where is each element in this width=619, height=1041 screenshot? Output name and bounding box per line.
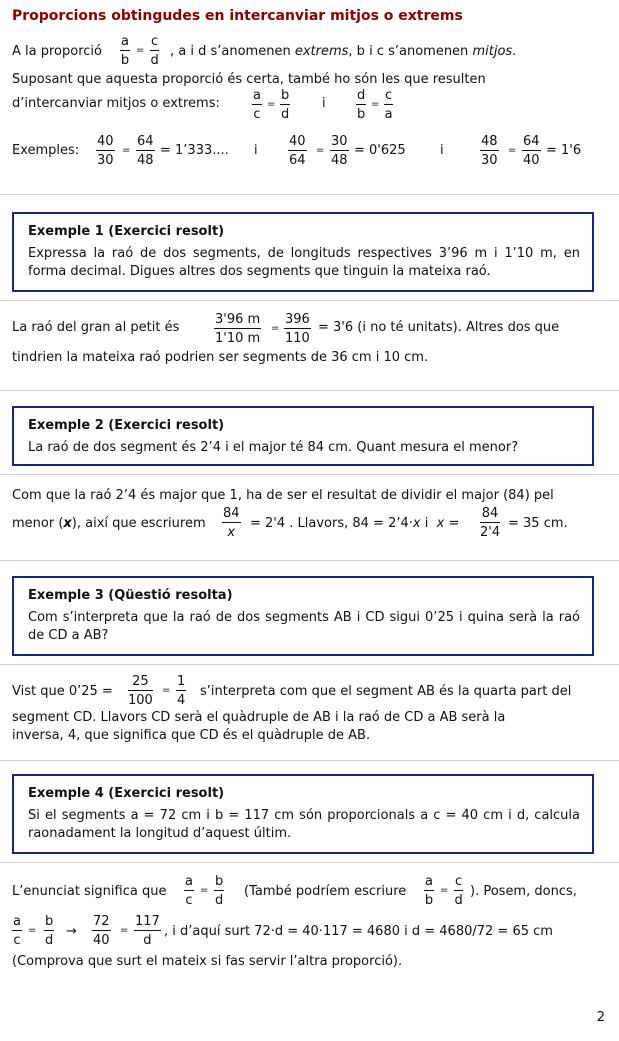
fraction-b-d-3: $\frac{b}{d}$ <box>45 914 54 948</box>
result-1: = 1’333.... <box>160 143 229 158</box>
ex3-solution-4: inversa, 4, que significa que CD és el quàdruple de AB. <box>12 728 371 743</box>
intro-text-1: A la proporció <box>12 44 102 59</box>
fraction-396m-110m: $\frac{3'96 m}{1'10 m}$ <box>215 312 261 346</box>
intro-text-2: , a i d s’anomenen extrems, b i c s’anomenen mitjos. <box>170 44 517 59</box>
fraction-64-48: $\frac{64}{48}$ <box>137 134 154 168</box>
ex4-solution-5: (Comprova que surt el mateix si fas servir l’altra proporció). <box>12 954 403 969</box>
ex2-solution-3: = 2'4 . Llavors, 84 = 2’4·x i x = <box>250 516 460 531</box>
intro-text-3: Suposant que aquesta proporció és certa, també ho són les que resulten <box>12 72 486 87</box>
example-3-header: Exemple 3 (Qüestió resolta) <box>28 588 233 603</box>
conj-i: i <box>322 96 326 111</box>
example-4-box <box>12 774 594 854</box>
example-4-header: Exemple 4 (Exercici resolt) <box>28 786 225 801</box>
fraction-a-b-2: $\frac{a}{b}$ <box>424 874 434 908</box>
example-1-header: Exemple 1 (Exercici resolt) <box>28 224 225 239</box>
ex4-solution-4: , i d’aquí surt 72·d = 40·117 = 4680 i d = 4680/72 = 65 cm <box>164 924 553 939</box>
example-3-statement: Com s’interpreta que la raó de dos segments AB i CD sigui 0’25 i quina serà la raó de CD a AB? <box>28 610 580 643</box>
fraction-c-d: $\frac{c}{d}$ <box>150 34 159 68</box>
fraction-d-b: $\frac{d}{b}$ <box>357 88 366 122</box>
intro-text-4: d’intercanviar mitjos o extrems: <box>12 96 220 111</box>
page-number: 2 <box>596 1010 605 1025</box>
equals-sign: = <box>136 45 145 56</box>
fraction-a-c-2: $\frac{a}{c}$ <box>185 874 193 908</box>
example-1-box <box>12 212 594 292</box>
ex2-result: = 35 cm. <box>508 516 568 531</box>
fraction-a-c: $\frac{a}{c}$ <box>253 88 261 122</box>
fraction-25-100: $\frac{25}{100}$ <box>128 674 153 708</box>
fraction-1-4: $\frac{1}{4}$ <box>177 674 186 708</box>
ex3-solution-2: s’interpreta com que el segment AB és la quarta part del <box>200 684 572 699</box>
fraction-40-64: $\frac{40}{64}$ <box>289 134 306 168</box>
ex4-solution-2: (També podríem escriure <box>244 884 407 899</box>
example-1-statement: Expressa la raó de dos segments, de longituds respectives 3’96 m i 1’10 m, en forma decimal. Digues altres dos segments que tinguin la mateixa raó. <box>28 246 580 279</box>
ex2-solution-1: Com que la raó 2’4 és major que 1, ha de ser el resultat de dividir el major (84) pel <box>12 488 554 503</box>
fraction-a-b: $\frac{a}{b}$ <box>120 34 130 68</box>
ex4-solution-3: ). Posem, doncs, <box>470 884 577 899</box>
ex1-solution-2: = 3'6 (i no té unitats). Altres dos que <box>318 320 560 335</box>
ex2-solution-2: menor (x), així que escriurem <box>12 516 206 531</box>
ex1-solution-1: La raó del gran al petit és <box>12 320 180 335</box>
arrow-icon: → <box>66 924 77 939</box>
fraction-72-40: $\frac{72}{40}$ <box>93 914 110 948</box>
example-2-box <box>12 406 594 466</box>
result-2: = 0'625 <box>354 143 406 158</box>
example-3-box <box>12 576 594 656</box>
fraction-84-x: $\frac{84}{x}$ <box>223 506 240 540</box>
page-title: Proporcions obtingudes en intercanviar mitjos o extrems <box>12 8 463 24</box>
fraction-b-d: $\frac{b}{d}$ <box>281 88 290 122</box>
fraction-396-110: $\frac{396}{110}$ <box>285 312 310 346</box>
example-2-header: Exemple 2 (Exercici resolt) <box>28 418 225 433</box>
fraction-40-30: $\frac{40}{30}$ <box>97 134 114 168</box>
ex3-solution-3: segment CD. Llavors CD serà el quàdruple de AB i la raó de CD a AB serà la <box>12 710 506 725</box>
example-2-statement: La raó de dos segment és 2’4 i el major té 84 cm. Quant mesura el menor? <box>28 440 519 455</box>
examples-label: Exemples: <box>12 143 80 158</box>
ex3-solution-1: Vist que 0’25 = <box>12 684 113 699</box>
fraction-117-d: $\frac{117}{d}$ <box>135 914 160 948</box>
fraction-84-24: $\frac{84}{2'4}$ <box>480 506 501 540</box>
ex1-solution-3: tindrien la mateixa raó podrien ser segments de 36 cm i 10 cm. <box>12 350 429 365</box>
fraction-c-d-2: $\frac{c}{d}$ <box>454 874 463 908</box>
fraction-48-30: $\frac{48}{30}$ <box>481 134 498 168</box>
example-4-statement: Si el segments a = 72 cm i b = 117 cm són proporcionals a c = 40 cm i d, calcula raonadament la longitud d’aquest últim. <box>28 808 580 841</box>
divider <box>0 194 619 195</box>
fraction-b-d-2: $\frac{b}{d}$ <box>215 874 224 908</box>
fraction-c-a: $\frac{c}{a}$ <box>384 88 393 122</box>
fraction-a-c-3: $\frac{a}{c}$ <box>13 914 21 948</box>
result-3: = 1'6 <box>546 143 582 158</box>
fraction-64-40: $\frac{64}{40}$ <box>523 134 540 168</box>
ex4-solution-1: L’enunciat significa que <box>12 884 167 899</box>
fraction-30-48: $\frac{30}{48}$ <box>331 134 348 168</box>
